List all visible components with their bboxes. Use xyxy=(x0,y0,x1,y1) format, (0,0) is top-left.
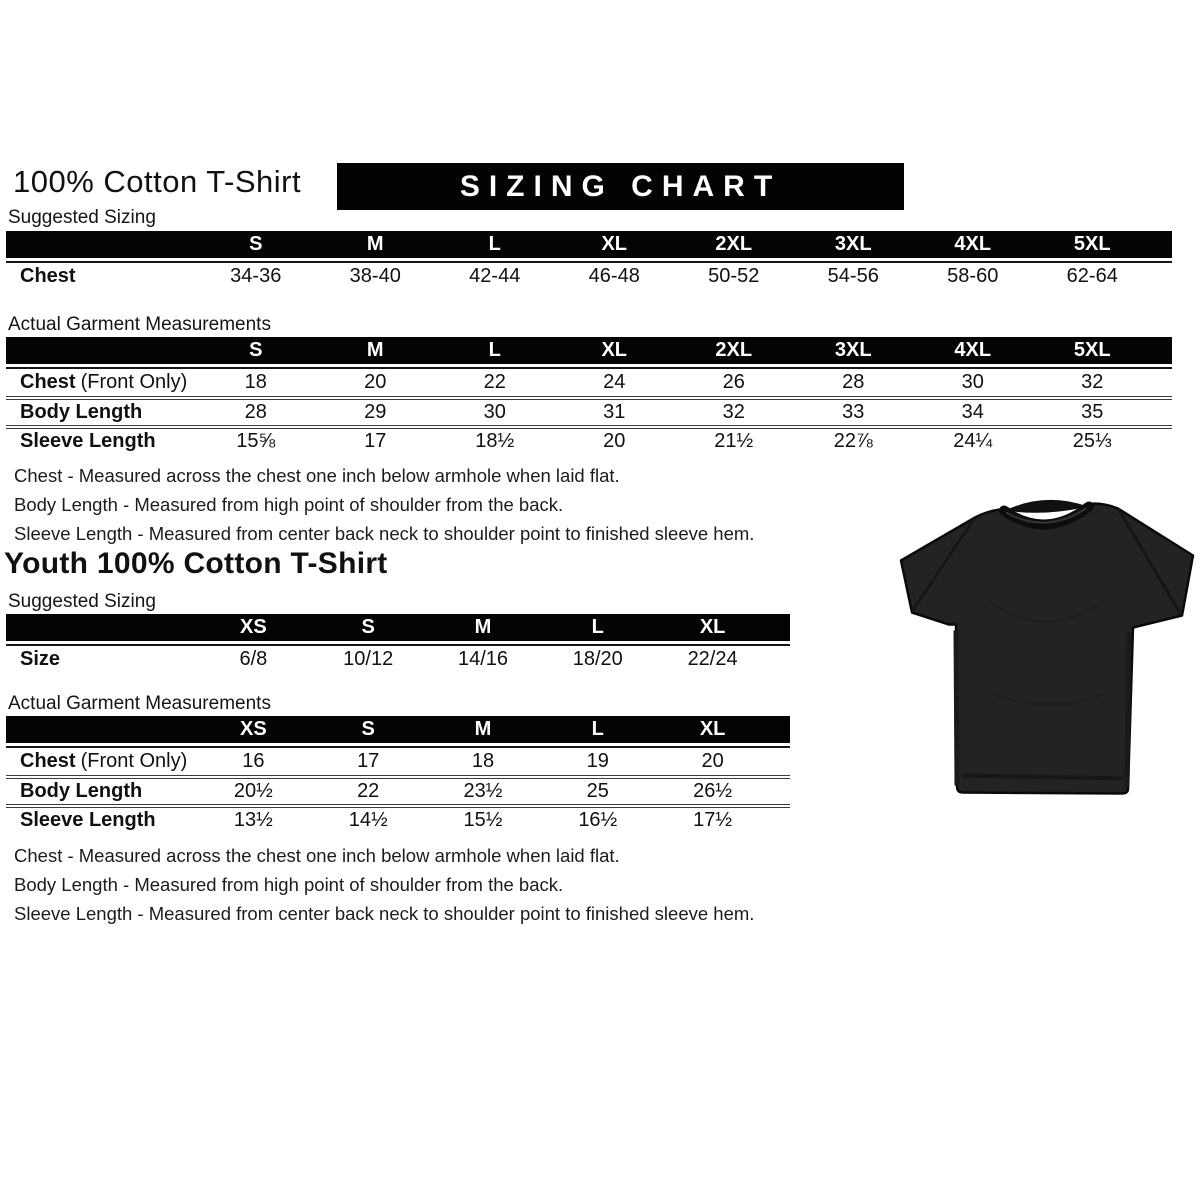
cell-value: 13½ xyxy=(233,809,273,831)
cell-value: 14/16 xyxy=(457,648,509,670)
note-line: Body Length - Measured from high point of shoulder from the back. xyxy=(14,874,564,895)
size-col-header: XL xyxy=(699,718,726,740)
size-col-header: M xyxy=(366,339,384,361)
cell-value: 38-40 xyxy=(349,265,401,287)
cell-value: 22 xyxy=(483,371,506,393)
table-row xyxy=(6,775,790,804)
black-tshirt-photo xyxy=(893,488,1195,803)
cell-value: 23½ xyxy=(463,780,503,802)
size-col-header: L xyxy=(488,233,501,255)
cell-value: 31 xyxy=(603,401,626,423)
cell-value: 32 xyxy=(1081,371,1104,393)
cell-value: 26 xyxy=(722,371,745,393)
size-col-header: M xyxy=(474,718,492,740)
size-col-header: S xyxy=(249,233,263,255)
youth-measurements-label: Actual Garment Measurements xyxy=(8,693,271,714)
table-row xyxy=(6,746,790,775)
size-col-header: XS xyxy=(240,718,267,740)
cell-value: 20 xyxy=(603,430,626,452)
size-col-header: M xyxy=(366,233,384,255)
cell-value: 20 xyxy=(364,371,387,393)
size-col-header: 2XL xyxy=(715,233,753,255)
table-row xyxy=(6,367,1172,396)
table-header-row xyxy=(6,337,1172,364)
row-label: Sleeve Length xyxy=(20,430,156,452)
row-label: Chest (Front Only) xyxy=(20,371,188,393)
cell-value: 17 xyxy=(357,750,380,772)
page-title: 100% Cotton T-Shirt xyxy=(13,164,302,199)
size-col-header: 4XL xyxy=(954,339,992,361)
note-line: Chest - Measured across the chest one inch below armhole when laid flat. xyxy=(14,845,620,866)
cell-value: 20 xyxy=(701,750,724,772)
size-col-header: XL xyxy=(601,233,628,255)
cell-value: 14½ xyxy=(348,809,388,831)
size-col-header: 5XL xyxy=(1073,339,1111,361)
adult-suggested-sizing-table xyxy=(6,231,1172,290)
table-row xyxy=(6,425,1172,454)
size-col-header: XS xyxy=(240,616,267,638)
cell-value: 18 xyxy=(244,371,267,393)
sizing-chart-banner xyxy=(337,163,904,210)
youth-measurement-notes xyxy=(14,841,754,928)
row-label: Body Length xyxy=(20,780,143,802)
row-label: Size xyxy=(20,648,61,670)
cell-value: 34-36 xyxy=(230,265,282,287)
cell-value: 30 xyxy=(483,401,506,423)
adult-suggested-sizing-label: Suggested Sizing xyxy=(8,207,156,228)
size-col-header: 4XL xyxy=(954,233,992,255)
table-header-row xyxy=(6,231,1172,258)
cell-value: 24¼ xyxy=(953,430,993,452)
cell-value: 33 xyxy=(842,401,865,423)
cell-value: 24 xyxy=(603,371,626,393)
table-header-row xyxy=(6,614,790,641)
cell-value: 32 xyxy=(722,401,745,423)
cell-value: 15⅝ xyxy=(236,430,276,452)
cell-value: 19 xyxy=(586,750,609,772)
cell-value: 17½ xyxy=(693,809,733,831)
cell-value: 18½ xyxy=(475,430,515,452)
cell-value: 34 xyxy=(961,401,984,423)
row-label: Chest xyxy=(20,265,76,287)
cell-value: 16½ xyxy=(578,809,618,831)
size-col-header: 5XL xyxy=(1073,233,1111,255)
row-label: Chest (Front Only) xyxy=(20,750,188,772)
table-header-row xyxy=(6,716,790,743)
cell-value: 28 xyxy=(244,401,267,423)
cell-value: 54-56 xyxy=(827,265,879,287)
sizing-chart-banner-label: SIZING CHART xyxy=(459,169,782,203)
table-row xyxy=(6,396,1172,425)
table-row xyxy=(6,804,790,833)
cell-value: 20½ xyxy=(233,780,273,802)
youth-section-title: Youth 100% Cotton T-Shirt xyxy=(4,547,388,580)
cell-value: 30 xyxy=(961,371,984,393)
table-row xyxy=(6,644,790,673)
cell-value: 25 xyxy=(586,780,609,802)
table-row xyxy=(6,261,1172,290)
cell-value: 18/20 xyxy=(572,648,623,670)
size-col-header: S xyxy=(249,339,263,361)
size-col-header: L xyxy=(591,616,604,638)
note-line: Body Length - Measured from high point of shoulder from the back. xyxy=(14,494,564,515)
youth-suggested-sizing-table xyxy=(6,614,790,673)
cell-value: 50-52 xyxy=(708,265,760,287)
cell-value: 58-60 xyxy=(947,265,999,287)
cell-value: 16 xyxy=(242,750,265,772)
cell-value: 17 xyxy=(364,430,387,452)
cell-value: 35 xyxy=(1081,401,1104,423)
size-col-header: XL xyxy=(699,616,726,638)
note-line: Sleeve Length - Measured from center back neck to shoulder point to finished sleeve hem. xyxy=(14,903,755,924)
note-line: Chest - Measured across the chest one inch below armhole when laid flat. xyxy=(14,465,620,486)
size-col-header: L xyxy=(488,339,501,361)
adult-measurements-table xyxy=(6,337,1172,454)
cell-value: 10/12 xyxy=(343,648,394,670)
adult-measurement-notes xyxy=(14,461,754,548)
size-col-header: 3XL xyxy=(834,233,872,255)
cell-value: 6/8 xyxy=(239,648,268,670)
cell-value: 62-64 xyxy=(1066,265,1118,287)
cell-value: 28 xyxy=(842,371,865,393)
cell-value: 42-44 xyxy=(469,265,521,287)
youth-measurements-table xyxy=(6,716,790,833)
cell-value: 25⅓ xyxy=(1072,430,1112,452)
size-col-header: XL xyxy=(601,339,628,361)
cell-value: 18 xyxy=(471,750,495,772)
cell-value: 26½ xyxy=(693,780,733,802)
size-col-header: M xyxy=(474,616,492,638)
cell-value: 22/24 xyxy=(687,648,738,670)
cell-value: 22⅞ xyxy=(833,430,873,452)
youth-suggested-sizing-label: Suggested Sizing xyxy=(8,591,156,612)
size-col-header: 2XL xyxy=(715,339,753,361)
size-col-header: L xyxy=(591,718,604,740)
size-col-header: S xyxy=(361,616,375,638)
row-label: Sleeve Length xyxy=(20,809,156,831)
cell-value: 15½ xyxy=(463,809,503,831)
note-line: Sleeve Length - Measured from center back neck to shoulder point to finished sleeve hem. xyxy=(14,523,755,544)
cell-value: 29 xyxy=(364,401,387,423)
cell-value: 46-48 xyxy=(588,265,640,287)
cell-value: 21½ xyxy=(714,430,754,452)
size-col-header: 3XL xyxy=(834,339,872,361)
cell-value: 22 xyxy=(357,780,380,802)
row-label: Body Length xyxy=(20,401,143,423)
size-col-header: S xyxy=(361,718,375,740)
adult-measurements-label: Actual Garment Measurements xyxy=(8,314,271,335)
